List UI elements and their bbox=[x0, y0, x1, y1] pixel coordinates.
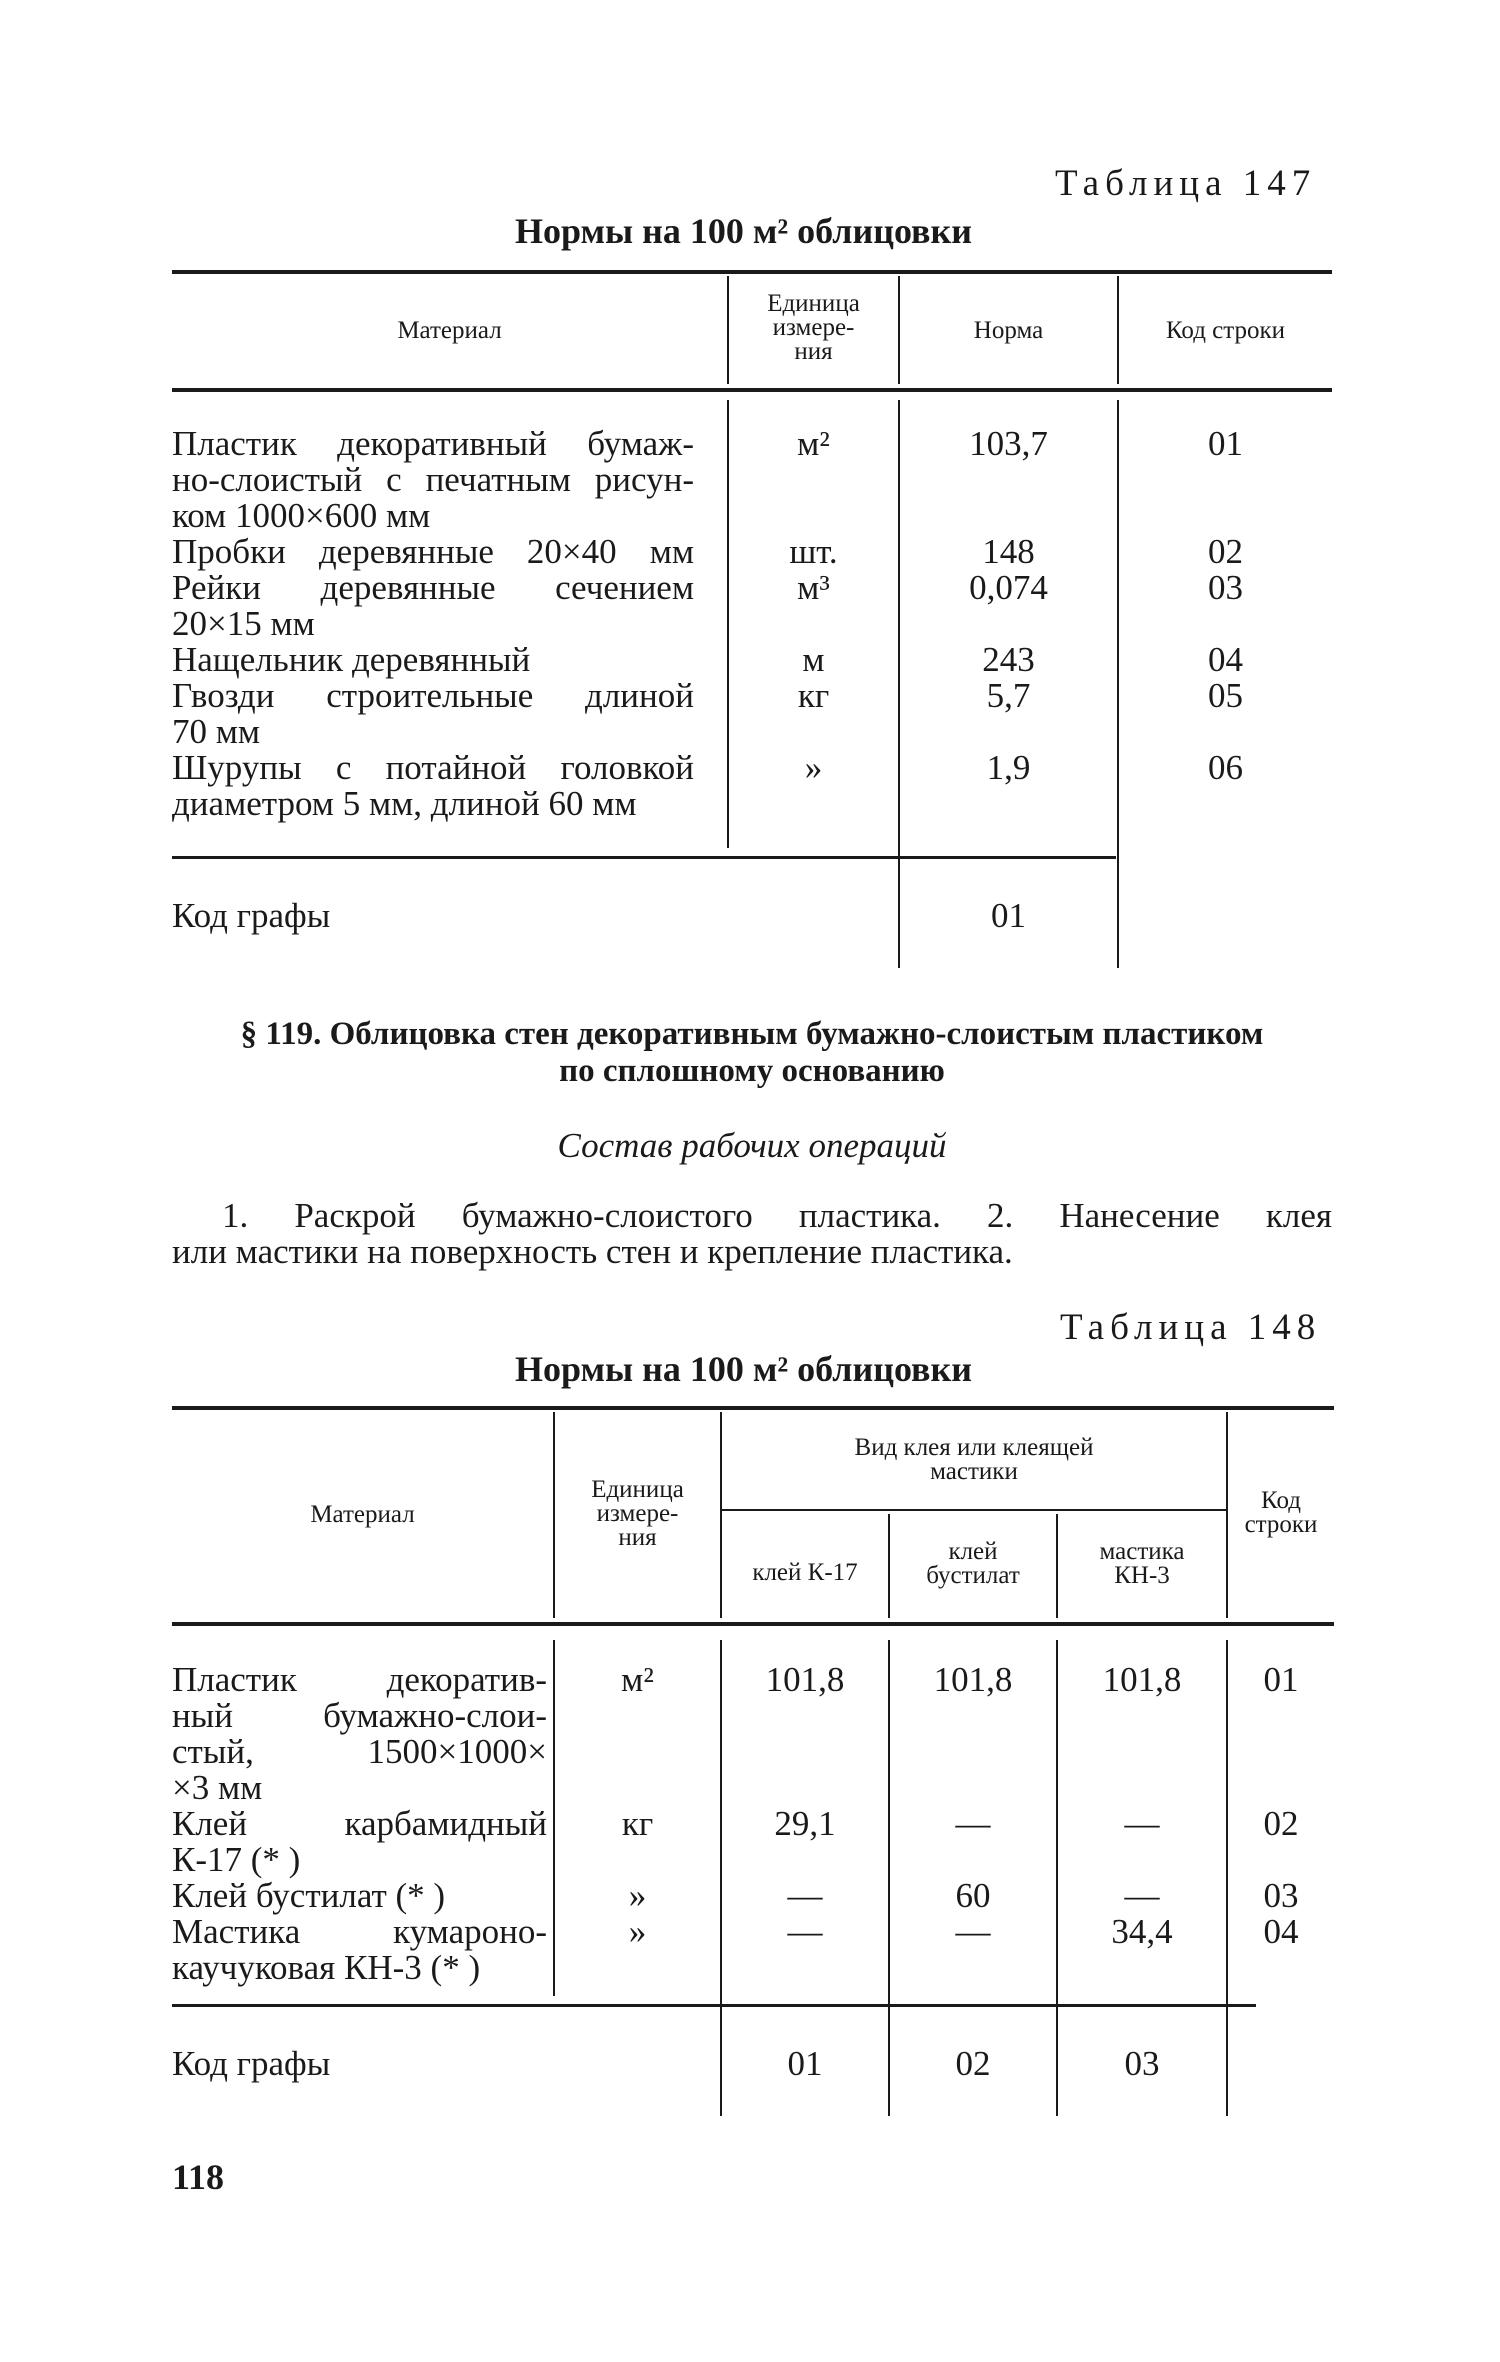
code-cell: 03 bbox=[1208, 568, 1243, 607]
material-text: Мастика кумароно- bbox=[172, 1912, 547, 1951]
material-text: Клей бустилат (* ) bbox=[172, 1876, 446, 1915]
header-group-line: Вид клея или клеящей bbox=[854, 1434, 1094, 1461]
material-column bbox=[172, 1662, 547, 1986]
header-unit-line: ния bbox=[794, 338, 833, 365]
code-cell: 02 bbox=[1263, 1804, 1299, 1843]
value-cell: 34,4 bbox=[1111, 1912, 1173, 1951]
header-col1: клей К-17 bbox=[752, 1559, 858, 1586]
value-cell: — bbox=[955, 1804, 991, 1843]
norm-cell: 148 bbox=[982, 532, 1035, 571]
norm-cell: 1,9 bbox=[986, 748, 1031, 787]
value-cell: — bbox=[787, 1876, 823, 1915]
material-text: Гвозди строительные длиной bbox=[172, 676, 694, 715]
norm-cell: 5,7 bbox=[986, 676, 1031, 715]
header-code: Код строки bbox=[1165, 317, 1286, 344]
rule-footer bbox=[172, 2004, 1256, 2007]
rule-group bbox=[722, 1509, 1226, 1511]
header-unit-line: Единица bbox=[591, 1476, 684, 1503]
header-group bbox=[722, 1436, 1226, 1484]
material-text: каучуковая КН-3 (* ) bbox=[172, 1948, 481, 1987]
material-text: стый, 1500×1000× bbox=[172, 1732, 547, 1771]
value-cell: — bbox=[955, 1912, 991, 1951]
material-text: диаметром 5 мм, длиной 60 мм bbox=[172, 784, 637, 823]
value-cell: — bbox=[1124, 1876, 1160, 1915]
footer-value: 01 bbox=[787, 2044, 823, 2083]
header-col2-line: бустилат bbox=[926, 1562, 1020, 1589]
code-cell: 05 bbox=[1208, 676, 1243, 715]
unit-cell: » bbox=[628, 1912, 647, 1951]
material-text: Пробки деревянные 20×40 мм bbox=[172, 532, 694, 571]
value-cell: 101,8 bbox=[765, 1660, 845, 1699]
value-cell: 29,1 bbox=[774, 1804, 836, 1843]
header-unit-line: измере- bbox=[772, 314, 855, 341]
page-number: 118 bbox=[172, 2157, 225, 2197]
unit-cell: кг bbox=[797, 676, 830, 715]
material-text: Пластик декоратив- bbox=[172, 1660, 547, 1699]
footer-label: Код графы bbox=[172, 2044, 331, 2083]
body-line: или мастики на поверхность стен и крепление пластика. bbox=[172, 1232, 1013, 1271]
header-unit bbox=[555, 1478, 720, 1550]
header-material: Материал bbox=[310, 1501, 415, 1528]
table-label: Таблица 148 bbox=[1060, 1307, 1322, 1348]
value-cell: — bbox=[787, 1912, 823, 1951]
code-cell: 06 bbox=[1208, 748, 1243, 787]
table-title: Нормы на 100 м² облицовки bbox=[515, 1349, 972, 1389]
norm-cell: 0,074 bbox=[969, 568, 1048, 607]
header-code bbox=[1228, 1489, 1334, 1537]
footer-value: 03 bbox=[1124, 2044, 1160, 2083]
body-line: 1. Раскрой бумажно-слоистого пластика. 2. Нанесение клея bbox=[222, 1196, 1332, 1235]
material-text: ×3 мм bbox=[172, 1768, 263, 1807]
rule-header-bottom bbox=[172, 1622, 1334, 1626]
section-heading-line: по сплошному основанию bbox=[559, 1053, 945, 1089]
unit-cell: м bbox=[802, 640, 825, 679]
table-title: Нормы на 100 м² облицовки bbox=[515, 211, 972, 251]
code-cell: 03 bbox=[1263, 1876, 1299, 1915]
material-column bbox=[172, 426, 694, 822]
unit-cell: шт. bbox=[789, 532, 838, 571]
header-unit-line: измере- bbox=[596, 1500, 679, 1527]
material-text: Нащельник деревянный bbox=[172, 640, 531, 679]
material-text: Шурупы с потайной головкой bbox=[172, 748, 694, 787]
section-subheading: Состав рабочих операций bbox=[557, 1126, 947, 1165]
rule-header-bottom bbox=[172, 388, 1332, 392]
code-cell: 04 bbox=[1208, 640, 1243, 679]
header-unit bbox=[729, 292, 898, 364]
header-col3 bbox=[1058, 1540, 1226, 1588]
rule-top bbox=[172, 270, 1332, 274]
header-norm: Норма bbox=[973, 317, 1044, 344]
rule-top bbox=[172, 1406, 1334, 1410]
section-heading-line: § 119. Облицовка стен декоративным бумажно-слоистым пластиком bbox=[240, 1016, 1264, 1052]
footer-value: 01 bbox=[991, 896, 1026, 935]
rule-footer bbox=[172, 856, 1116, 859]
header-unit-line: ния bbox=[618, 1524, 657, 1551]
unit-cell: м² bbox=[797, 424, 830, 463]
material-text: Пластик декоративный бумаж- bbox=[172, 424, 694, 463]
unit-cell: м² bbox=[621, 1660, 654, 1699]
table-label: Таблица 147 bbox=[1055, 163, 1317, 204]
unit-cell: » bbox=[628, 1876, 647, 1915]
header-col3-line: КН-3 bbox=[1114, 1562, 1170, 1589]
value-cell: — bbox=[1124, 1804, 1160, 1843]
material-text: ком 1000×600 мм bbox=[172, 496, 431, 535]
material-text: Рейки деревянные сечением bbox=[172, 568, 694, 607]
header-unit-line: Единица bbox=[767, 290, 860, 317]
header-col2 bbox=[890, 1540, 1056, 1588]
material-text: 70 мм bbox=[172, 712, 261, 751]
code-cell: 02 bbox=[1208, 532, 1243, 571]
footer-label: Код графы bbox=[172, 896, 331, 935]
header-material: Материал bbox=[397, 317, 502, 344]
section-heading bbox=[172, 1016, 1332, 1090]
value-cell: 101,8 bbox=[1102, 1660, 1182, 1699]
unit-cell: » bbox=[804, 748, 823, 787]
header-group-line: мастики bbox=[930, 1458, 1018, 1485]
material-text: ный бумажно-слои- bbox=[172, 1696, 547, 1735]
material-text: но-слоистый с печатным рисун- bbox=[172, 460, 694, 499]
value-cell: 101,8 bbox=[933, 1660, 1013, 1699]
unit-cell: кг bbox=[621, 1804, 654, 1843]
unit-cell: м³ bbox=[797, 568, 830, 607]
header-col2-line: клей bbox=[948, 1538, 998, 1565]
value-cell: 60 bbox=[955, 1876, 991, 1915]
header-code-line: строки bbox=[1244, 1511, 1318, 1538]
norm-cell: 243 bbox=[982, 640, 1035, 679]
material-text: Клей карбамидный bbox=[172, 1804, 547, 1843]
material-text: К-17 (* ) bbox=[172, 1840, 301, 1879]
footer-value: 02 bbox=[955, 2044, 991, 2083]
material-text: 20×15 мм bbox=[172, 604, 315, 643]
header-col3-line: мастика bbox=[1099, 1538, 1185, 1565]
header-code-line: Код bbox=[1261, 1487, 1301, 1514]
code-cell: 01 bbox=[1208, 424, 1243, 463]
norm-cell: 103,7 bbox=[969, 424, 1048, 463]
code-cell: 01 bbox=[1263, 1660, 1299, 1699]
section-body bbox=[172, 1198, 1332, 1270]
code-cell: 04 bbox=[1263, 1912, 1299, 1951]
